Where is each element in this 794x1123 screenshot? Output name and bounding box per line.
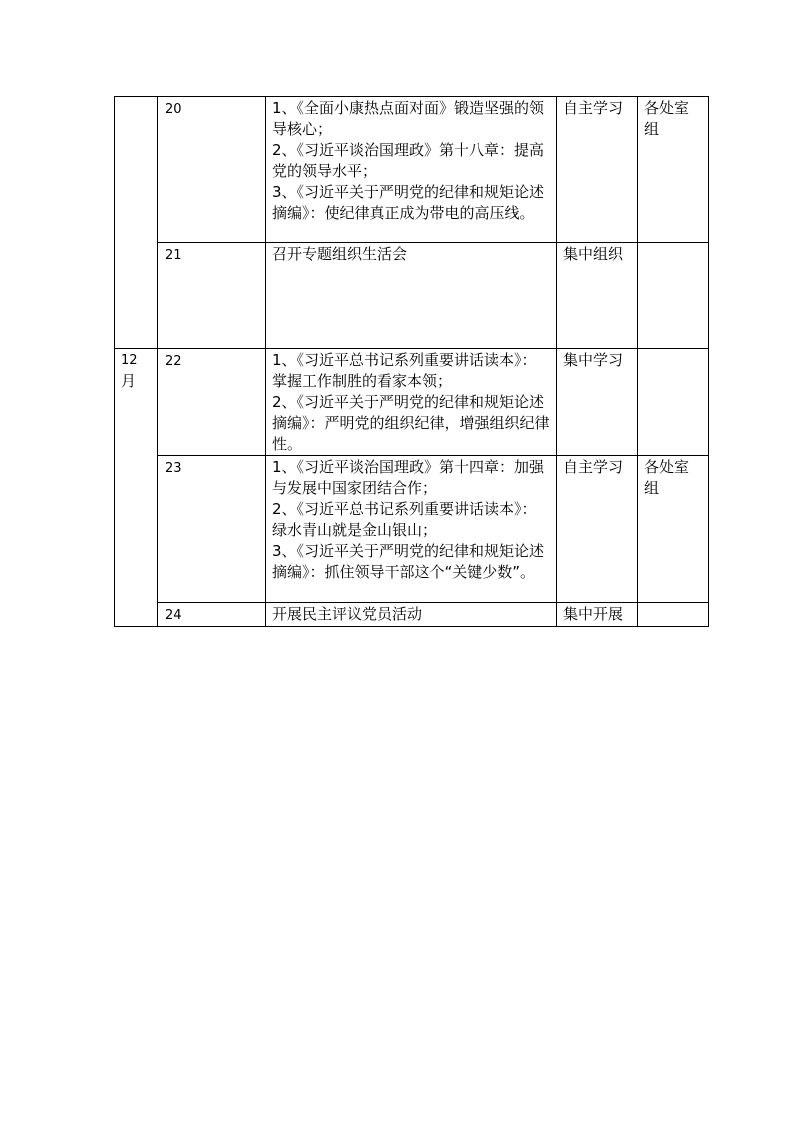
month-cell-empty bbox=[115, 97, 158, 349]
table-row bbox=[115, 603, 709, 627]
content-line: 2、《习近平谈治国理政》第十八章：提高党的领导水平； bbox=[272, 141, 545, 180]
organizer bbox=[638, 603, 709, 627]
session-number: 22 bbox=[158, 349, 266, 456]
content-line: 1、《习近平谈治国理政》第十四章：加强与发展中国家团结合作； bbox=[272, 458, 545, 497]
content-line: 召开专题组织生活会 bbox=[272, 245, 408, 263]
content-line: 3、《习近平关于严明党的纪律和规矩论述摘编》：抓住领导干部这个“关键少数”。 bbox=[272, 542, 545, 581]
content-line: 开展民主评议党员活动 bbox=[272, 605, 423, 623]
study-form: 集中开展 bbox=[557, 603, 638, 627]
organizer bbox=[638, 349, 709, 456]
table-row bbox=[115, 243, 709, 349]
month-unit: 月 bbox=[121, 372, 137, 390]
session-content bbox=[266, 97, 557, 243]
content-line: 1、《全面小康热点面对面》锻造坚强的领导核心； bbox=[272, 99, 545, 138]
organizer: 各处室组 bbox=[638, 456, 709, 603]
session-number: 20 bbox=[158, 97, 266, 243]
table-row bbox=[115, 349, 709, 456]
month-number: 12 bbox=[121, 353, 138, 368]
session-number: 24 bbox=[158, 603, 266, 627]
study-schedule-table bbox=[114, 96, 709, 627]
study-form: 自主学习 bbox=[557, 456, 638, 603]
session-number: 21 bbox=[158, 243, 266, 349]
month-cell bbox=[115, 349, 158, 627]
session-number: 23 bbox=[158, 456, 266, 603]
study-form: 集中组织 bbox=[557, 243, 638, 349]
study-form: 自主学习 bbox=[557, 97, 638, 243]
content-line: 2、《习近平总书记系列重要讲话读本》：绿水青山就是金山银山； bbox=[272, 500, 537, 539]
session-content bbox=[266, 456, 557, 603]
content-line: 3、《习近平关于严明党的纪律和规矩论述摘编》：使纪律真正成为带电的高压线。 bbox=[272, 183, 545, 222]
session-content bbox=[266, 243, 557, 349]
session-content bbox=[266, 349, 557, 456]
organizer bbox=[638, 243, 709, 349]
content-line: 1、《习近平总书记系列重要讲话读本》：掌握工作制胜的看家本领； bbox=[272, 351, 537, 390]
study-form: 集中学习 bbox=[557, 349, 638, 456]
session-content bbox=[266, 603, 557, 627]
organizer: 各处室组 bbox=[638, 97, 709, 243]
table-row bbox=[115, 97, 709, 243]
content-line: 2、《习近平关于严明党的纪律和规矩论述摘编》：严明党的组织纪律，增强组织纪律性。 bbox=[272, 393, 550, 453]
table-row bbox=[115, 456, 709, 603]
